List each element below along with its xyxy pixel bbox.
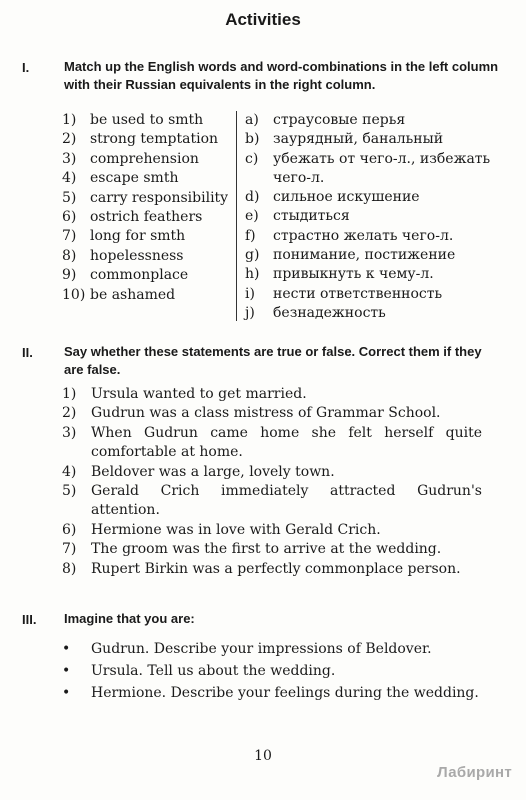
russian-column <box>245 111 510 324</box>
russian-item: d) сильное искушение <box>245 188 420 205</box>
section-2-number: II. <box>22 345 33 360</box>
english-item: 6) ostrich feathers <box>62 208 203 225</box>
statement-item: 8) Rupert Birkin was a perfectly commonplace person. <box>62 560 461 577</box>
imagine-item: • Ursula. Tell us about the wedding. <box>62 660 482 682</box>
russian-item: b) заурядный, банальный <box>245 131 444 148</box>
statement-item: 3) When Gudrun came home she felt herself quite comfortable at home. <box>62 424 482 461</box>
page-title: Activities <box>225 10 301 29</box>
statements-list <box>62 385 482 579</box>
russian-item: f) страстно желать чего-л. <box>245 227 454 244</box>
watermark-logo: Лабиринт <box>437 764 512 781</box>
statement-item: 1) Ursula wanted to get married. <box>62 386 307 402</box>
imagine-list <box>62 638 482 704</box>
russian-item: i) нести ответственность <box>245 285 443 302</box>
english-item: 4) escape smth <box>62 170 179 187</box>
section-2-instruction: Say whether these statements are true or false. Correct them if they are false. <box>64 344 482 377</box>
bullet-icon: • <box>62 685 71 701</box>
english-item: 7) long for smth <box>62 228 186 245</box>
english-item: 2) strong temptation <box>62 131 219 148</box>
statement-item: 4) Beldover was a large, lovely town. <box>62 463 335 480</box>
imagine-item: • Hermione. Describe your feelings during the wedding. <box>62 682 482 704</box>
english-item: 8) hopelessness <box>62 247 184 264</box>
imagine-item: • Gudrun. Describe your impressions of Beldover. <box>62 638 482 660</box>
english-item: 9) commonplace <box>62 267 189 284</box>
russian-item: h) привыкнуть к чему-л. <box>245 266 434 283</box>
section-1-number: I. <box>22 60 30 75</box>
russian-item: j) безнадежность <box>245 305 386 322</box>
bullet-icon: • <box>62 641 71 657</box>
section-3-instruction: Imagine that you are: <box>64 611 195 626</box>
russian-item: e) стыдиться <box>245 208 350 225</box>
russian-item: c) убежать от чего-л., избежать чего-л. <box>245 150 491 186</box>
english-item: 10) be ashamed <box>62 286 176 303</box>
statement-item: 6) Hermione was in love with Gerald Crich. <box>62 521 381 538</box>
column-divider <box>236 111 237 321</box>
english-item: 3) comprehension <box>62 150 199 167</box>
english-item: 1) be used to smth <box>62 112 204 128</box>
bullet-icon: • <box>62 663 71 679</box>
russian-item: g) понимание, постижение <box>245 246 456 263</box>
statement-item: 7) The groom was the first to arrive at the wedding. <box>62 541 442 558</box>
section-1-instruction: Match up the English words and word-combinations in the left column with their Russian equivalents in the right column. <box>64 59 499 92</box>
page-number: 10 <box>254 748 272 764</box>
english-column <box>62 111 242 305</box>
english-item: 5) carry responsibility <box>62 189 229 206</box>
statement-item: 2) Gudrun was a class mistress of Grammar School. <box>62 405 441 422</box>
section-3-number: III. <box>22 612 37 627</box>
statement-item: 5) Gerald Crich immediately attracted Gudrun's attention. <box>62 483 482 519</box>
russian-item: a) страусовые перья <box>245 112 406 128</box>
